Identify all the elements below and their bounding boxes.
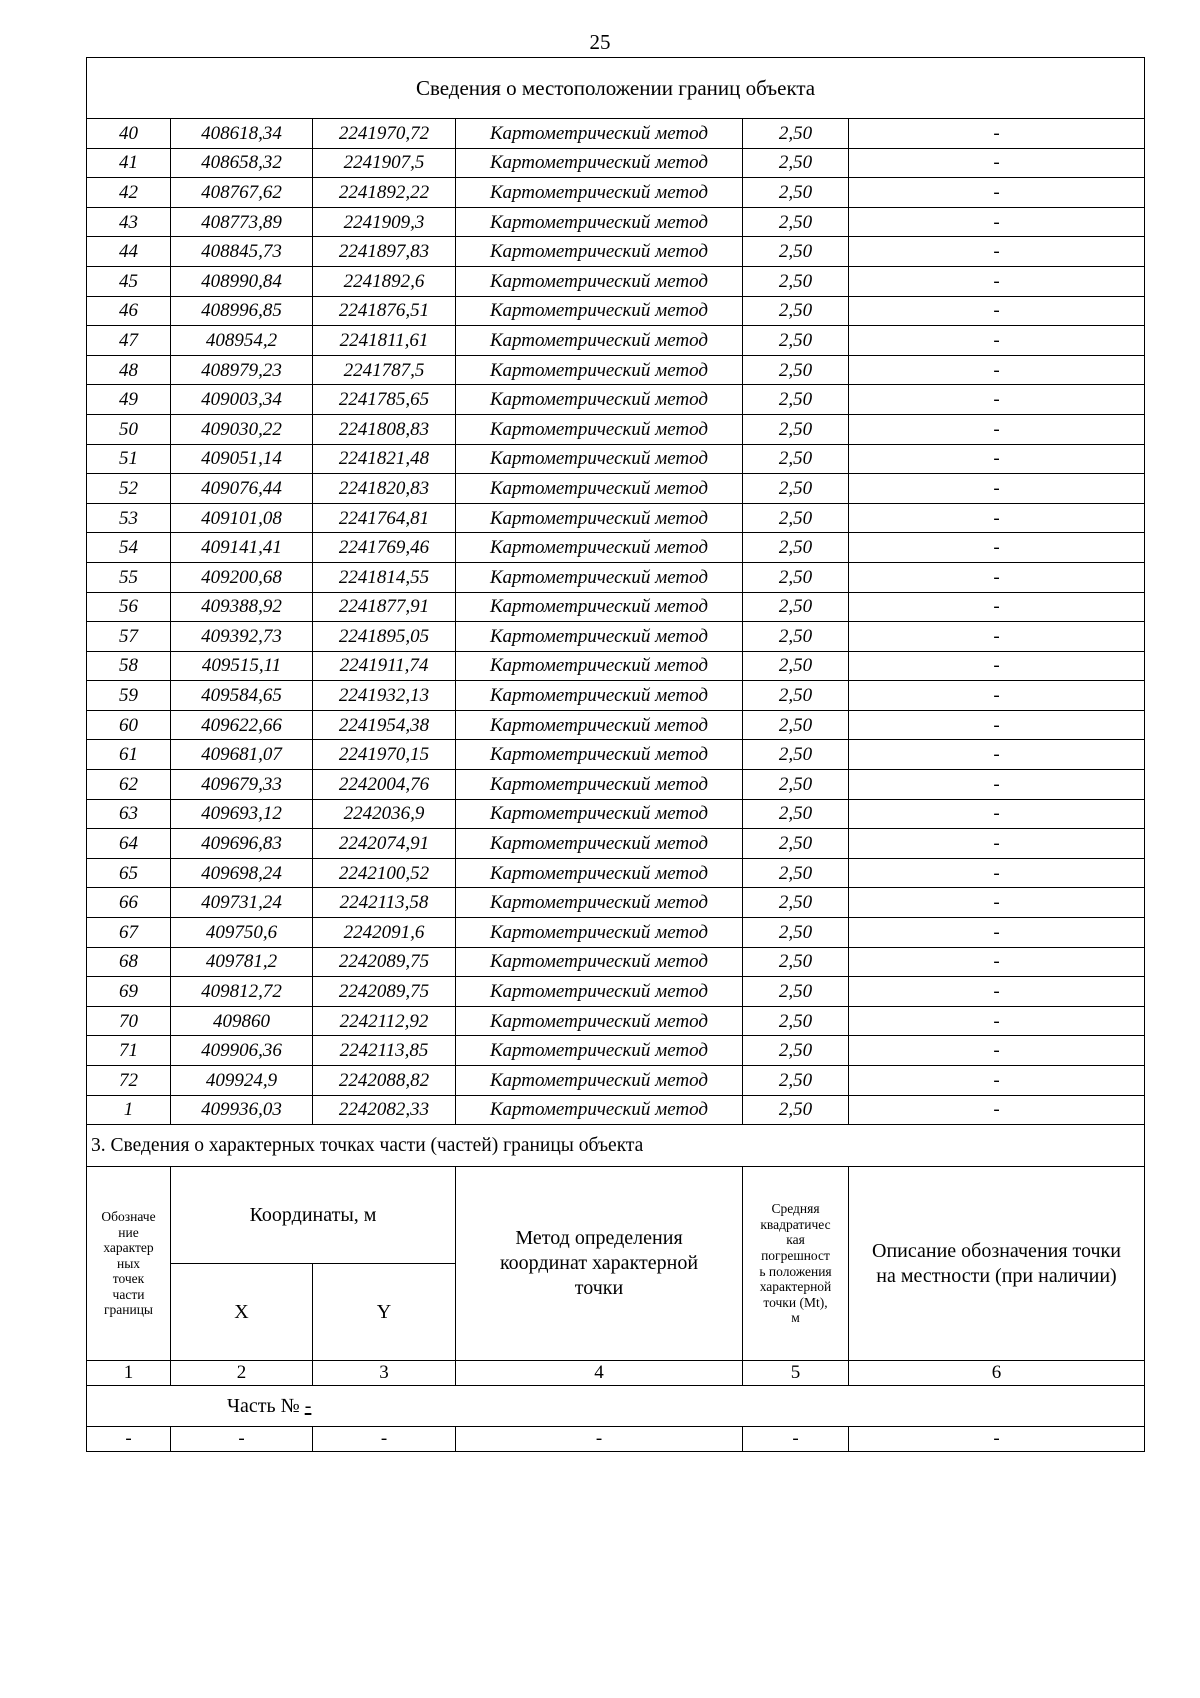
x-coordinate-cell: 409515,11 (171, 651, 313, 681)
table-row (87, 148, 1145, 178)
column-number: 6 (849, 1361, 1145, 1386)
table-row (87, 947, 1145, 977)
y-coordinate-cell: 2241897,83 (313, 237, 456, 267)
error-cell: 2,50 (743, 385, 849, 415)
point-number-cell: 57 (87, 622, 171, 652)
y-coordinate-cell: 2241764,81 (313, 503, 456, 533)
point-number-cell: 55 (87, 562, 171, 592)
method-cell: Картометрический метод (456, 562, 743, 592)
y-coordinate-cell: 2242091,6 (313, 918, 456, 948)
point-number-cell: 48 (87, 355, 171, 385)
error-cell: 2,50 (743, 770, 849, 800)
error-cell: 2,50 (743, 977, 849, 1007)
point-number-cell: 69 (87, 977, 171, 1007)
description-cell: - (849, 888, 1145, 918)
y-coordinate-cell: 2241932,13 (313, 681, 456, 711)
table-row (87, 858, 1145, 888)
description-cell: - (849, 622, 1145, 652)
x-coordinate-cell: 408979,23 (171, 355, 313, 385)
description-cell: - (849, 858, 1145, 888)
error-cell: 2,50 (743, 1095, 849, 1125)
error-cell: 2,50 (743, 799, 849, 829)
x-coordinate-cell: 409392,73 (171, 622, 313, 652)
point-number-cell: 64 (87, 829, 171, 859)
error-cell: 2,50 (743, 1066, 849, 1096)
table-row (87, 385, 1145, 415)
description-cell: - (849, 237, 1145, 267)
section-3-title: 3. Сведения о характерных точках части (частей) границы объекта (87, 1125, 1145, 1167)
table-row (87, 1095, 1145, 1125)
table-row (87, 355, 1145, 385)
error-cell: 2,50 (743, 207, 849, 237)
error-cell: 2,50 (743, 740, 849, 770)
table-row (87, 296, 1145, 326)
table-row (87, 207, 1145, 237)
point-number-cell: 45 (87, 266, 171, 296)
y-coordinate-cell: 2241787,5 (313, 355, 456, 385)
error-cell: 2,50 (743, 1006, 849, 1036)
method-cell: Картометрический метод (456, 651, 743, 681)
description-cell: - (849, 1036, 1145, 1066)
table-row (87, 829, 1145, 859)
y-coordinate-cell: 2242088,82 (313, 1066, 456, 1096)
x-coordinate-cell: 409051,14 (171, 444, 313, 474)
header-y: Y (313, 1264, 456, 1361)
error-cell: 2,50 (743, 503, 849, 533)
method-cell: Картометрический метод (456, 799, 743, 829)
y-coordinate-cell: 2242089,75 (313, 947, 456, 977)
y-coordinate-cell: 2242100,52 (313, 858, 456, 888)
table-row (87, 414, 1145, 444)
description-cell: - (849, 414, 1145, 444)
error-cell: 2,50 (743, 178, 849, 208)
empty-cell: - (849, 1427, 1145, 1452)
error-cell: 2,50 (743, 947, 849, 977)
method-cell: Картометрический метод (456, 1095, 743, 1125)
y-coordinate-cell: 2242082,33 (313, 1095, 456, 1125)
description-cell: - (849, 710, 1145, 740)
section-title: Сведения о местоположении границ объекта (87, 58, 1145, 119)
error-cell: 2,50 (743, 148, 849, 178)
empty-cell: - (171, 1427, 313, 1452)
x-coordinate-cell: 409076,44 (171, 474, 313, 504)
description-cell: - (849, 977, 1145, 1007)
point-number-cell: 50 (87, 414, 171, 444)
point-number-cell: 44 (87, 237, 171, 267)
method-cell: Картометрический метод (456, 829, 743, 859)
point-number-cell: 51 (87, 444, 171, 474)
point-number-cell: 46 (87, 296, 171, 326)
table-row (87, 326, 1145, 356)
table-row (87, 1066, 1145, 1096)
method-cell: Картометрический метод (456, 1006, 743, 1036)
method-cell: Картометрический метод (456, 503, 743, 533)
method-cell: Картометрический метод (456, 770, 743, 800)
description-cell: - (849, 266, 1145, 296)
point-number-cell: 42 (87, 178, 171, 208)
description-cell: - (849, 918, 1145, 948)
table-row (87, 266, 1145, 296)
error-cell: 2,50 (743, 119, 849, 149)
table-row (87, 977, 1145, 1007)
error-cell: 2,50 (743, 858, 849, 888)
table-row (87, 237, 1145, 267)
table-row (87, 710, 1145, 740)
method-cell: Картометрический метод (456, 355, 743, 385)
point-number-cell: 47 (87, 326, 171, 356)
x-coordinate-cell: 408618,34 (171, 119, 313, 149)
y-coordinate-cell: 2241877,91 (313, 592, 456, 622)
error-cell: 2,50 (743, 888, 849, 918)
method-cell: Картометрический метод (456, 1036, 743, 1066)
x-coordinate-cell: 409731,24 (171, 888, 313, 918)
description-cell: - (849, 592, 1145, 622)
column-number: 3 (313, 1361, 456, 1386)
method-cell: Картометрический метод (456, 888, 743, 918)
y-coordinate-cell: 2241911,74 (313, 651, 456, 681)
description-cell: - (849, 385, 1145, 415)
header-designation: Обозначе ние характер ных точек части границы (87, 1167, 171, 1361)
x-coordinate-cell: 409681,07 (171, 740, 313, 770)
description-cell: - (849, 681, 1145, 711)
x-coordinate-cell: 408767,62 (171, 178, 313, 208)
error-cell: 2,50 (743, 651, 849, 681)
x-coordinate-cell: 409141,41 (171, 533, 313, 563)
x-coordinate-cell: 409750,6 (171, 918, 313, 948)
point-number-cell: 70 (87, 1006, 171, 1036)
description-cell: - (849, 740, 1145, 770)
y-coordinate-cell: 2242004,76 (313, 770, 456, 800)
description-cell: - (849, 562, 1145, 592)
y-coordinate-cell: 2241811,61 (313, 326, 456, 356)
point-number-cell: 67 (87, 918, 171, 948)
table-row (87, 651, 1145, 681)
boundary-location-table (86, 57, 1145, 1125)
x-coordinate-cell: 409936,03 (171, 1095, 313, 1125)
table-row (87, 799, 1145, 829)
description-cell: - (849, 119, 1145, 149)
y-coordinate-cell: 2241785,65 (313, 385, 456, 415)
y-coordinate-cell: 2241907,5 (313, 148, 456, 178)
method-cell: Картометрический метод (456, 207, 743, 237)
y-coordinate-cell: 2241970,72 (313, 119, 456, 149)
method-cell: Картометрический метод (456, 592, 743, 622)
x-coordinate-cell: 408996,85 (171, 296, 313, 326)
x-coordinate-cell: 409696,83 (171, 829, 313, 859)
x-coordinate-cell: 409388,92 (171, 592, 313, 622)
error-cell: 2,50 (743, 592, 849, 622)
y-coordinate-cell: 2242036,9 (313, 799, 456, 829)
point-number-cell: 49 (87, 385, 171, 415)
y-coordinate-cell: 2241909,3 (313, 207, 456, 237)
y-coordinate-cell: 2241821,48 (313, 444, 456, 474)
point-number-cell: 66 (87, 888, 171, 918)
x-coordinate-cell: 409812,72 (171, 977, 313, 1007)
method-cell: Картометрический метод (456, 622, 743, 652)
error-cell: 2,50 (743, 829, 849, 859)
y-coordinate-cell: 2242113,58 (313, 888, 456, 918)
error-cell: 2,50 (743, 533, 849, 563)
x-coordinate-cell: 409622,66 (171, 710, 313, 740)
method-cell: Картометрический метод (456, 947, 743, 977)
method-cell: Картометрический метод (456, 119, 743, 149)
point-number-cell: 63 (87, 799, 171, 829)
x-coordinate-cell: 409101,08 (171, 503, 313, 533)
method-cell: Картометрический метод (456, 385, 743, 415)
method-cell: Картометрический метод (456, 858, 743, 888)
description-cell: - (849, 148, 1145, 178)
description-cell: - (849, 296, 1145, 326)
x-coordinate-cell: 408990,84 (171, 266, 313, 296)
point-number-cell: 68 (87, 947, 171, 977)
description-cell: - (849, 533, 1145, 563)
description-cell: - (849, 770, 1145, 800)
description-cell: - (849, 1095, 1145, 1125)
y-coordinate-cell: 2242074,91 (313, 829, 456, 859)
description-cell: - (849, 947, 1145, 977)
description-cell: - (849, 326, 1145, 356)
empty-cell: - (743, 1427, 849, 1452)
method-cell: Картометрический метод (456, 148, 743, 178)
x-coordinate-cell: 409693,12 (171, 799, 313, 829)
table-row (87, 119, 1145, 149)
description-cell: - (849, 503, 1145, 533)
method-cell: Картометрический метод (456, 178, 743, 208)
page-number: 25 (589, 30, 611, 54)
method-cell: Картометрический метод (456, 681, 743, 711)
point-number-cell: 59 (87, 681, 171, 711)
table-row (87, 533, 1145, 563)
y-coordinate-cell: 2241895,05 (313, 622, 456, 652)
description-cell: - (849, 651, 1145, 681)
error-cell: 2,50 (743, 326, 849, 356)
table-row (87, 918, 1145, 948)
method-cell: Картометрический метод (456, 266, 743, 296)
point-number-cell: 54 (87, 533, 171, 563)
y-coordinate-cell: 2242089,75 (313, 977, 456, 1007)
x-coordinate-cell: 408954,2 (171, 326, 313, 356)
description-cell: - (849, 474, 1145, 504)
point-number-cell: 53 (87, 503, 171, 533)
table-row (87, 503, 1145, 533)
error-cell: 2,50 (743, 1036, 849, 1066)
error-cell: 2,50 (743, 444, 849, 474)
y-coordinate-cell: 2241876,51 (313, 296, 456, 326)
header-description: Описание обозначения точки на местности (при наличии) (849, 1167, 1145, 1361)
method-cell: Картометрический метод (456, 977, 743, 1007)
method-cell: Картометрический метод (456, 296, 743, 326)
column-number: 2 (171, 1361, 313, 1386)
description-cell: - (849, 829, 1145, 859)
description-cell: - (849, 799, 1145, 829)
method-cell: Картометрический метод (456, 474, 743, 504)
y-coordinate-cell: 2241892,22 (313, 178, 456, 208)
description-cell: - (849, 1066, 1145, 1096)
error-cell: 2,50 (743, 296, 849, 326)
part-label: Часть № (227, 1394, 300, 1417)
y-coordinate-cell: 2241808,83 (313, 414, 456, 444)
y-coordinate-cell: 2242112,92 (313, 1006, 456, 1036)
x-coordinate-cell: 408773,89 (171, 207, 313, 237)
column-number: 4 (456, 1361, 743, 1386)
error-cell: 2,50 (743, 355, 849, 385)
part-label-cell (87, 1386, 1145, 1427)
error-cell: 2,50 (743, 622, 849, 652)
table-row (87, 592, 1145, 622)
error-cell: 2,50 (743, 918, 849, 948)
empty-cell: - (456, 1427, 743, 1452)
column-number: 1 (87, 1361, 171, 1386)
column-number: 5 (743, 1361, 849, 1386)
x-coordinate-cell: 409200,68 (171, 562, 313, 592)
error-cell: 2,50 (743, 474, 849, 504)
point-number-cell: 65 (87, 858, 171, 888)
header-method: Метод определения координат характерной точки (456, 1167, 743, 1361)
y-coordinate-cell: 2241970,15 (313, 740, 456, 770)
y-coordinate-cell: 2241954,38 (313, 710, 456, 740)
description-cell: - (849, 1006, 1145, 1036)
method-cell: Картометрический метод (456, 918, 743, 948)
table-row (87, 562, 1145, 592)
error-cell: 2,50 (743, 562, 849, 592)
description-cell: - (849, 207, 1145, 237)
y-coordinate-cell: 2241820,83 (313, 474, 456, 504)
table-row (87, 770, 1145, 800)
part-number: - (304, 1394, 312, 1417)
point-number-cell: 71 (87, 1036, 171, 1066)
description-cell: - (849, 178, 1145, 208)
description-cell: - (849, 444, 1145, 474)
error-cell: 2,50 (743, 681, 849, 711)
point-number-cell: 40 (87, 119, 171, 149)
point-number-cell: 56 (87, 592, 171, 622)
x-coordinate-cell: 409781,2 (171, 947, 313, 977)
point-number-cell: 43 (87, 207, 171, 237)
header-coordinates: Координаты, м (171, 1167, 456, 1264)
y-coordinate-cell: 2241769,46 (313, 533, 456, 563)
table-row (87, 740, 1145, 770)
method-cell: Картометрический метод (456, 444, 743, 474)
method-cell: Картометрический метод (456, 1066, 743, 1096)
error-cell: 2,50 (743, 414, 849, 444)
x-coordinate-cell: 409679,33 (171, 770, 313, 800)
point-number-cell: 72 (87, 1066, 171, 1096)
table-row (87, 1036, 1145, 1066)
x-coordinate-cell: 409003,34 (171, 385, 313, 415)
table-row (87, 622, 1145, 652)
method-cell: Картометрический метод (456, 533, 743, 563)
method-cell: Картометрический метод (456, 414, 743, 444)
table-row (87, 474, 1145, 504)
empty-cell: - (313, 1427, 456, 1452)
x-coordinate-cell: 409906,36 (171, 1036, 313, 1066)
point-number-cell: 61 (87, 740, 171, 770)
point-number-cell: 1 (87, 1095, 171, 1125)
table-row (87, 178, 1145, 208)
method-cell: Картометрический метод (456, 710, 743, 740)
point-number-cell: 62 (87, 770, 171, 800)
table-row (87, 888, 1145, 918)
x-coordinate-cell: 408658,32 (171, 148, 313, 178)
method-cell: Картометрический метод (456, 326, 743, 356)
x-coordinate-cell: 409924,9 (171, 1066, 313, 1096)
table-row (87, 681, 1145, 711)
header-x: X (171, 1264, 313, 1361)
part-points-table (86, 1124, 1145, 1452)
table-row (87, 444, 1145, 474)
point-number-cell: 41 (87, 148, 171, 178)
description-cell: - (849, 355, 1145, 385)
y-coordinate-cell: 2241814,55 (313, 562, 456, 592)
x-coordinate-cell: 408845,73 (171, 237, 313, 267)
y-coordinate-cell: 2242113,85 (313, 1036, 456, 1066)
error-cell: 2,50 (743, 710, 849, 740)
table-row (87, 1006, 1145, 1036)
empty-cell: - (87, 1427, 171, 1452)
point-number-cell: 52 (87, 474, 171, 504)
header-error: Средняя квадратичес кая погрешност ь положения характерной точки (Mt), м (743, 1167, 849, 1361)
point-number-cell: 60 (87, 710, 171, 740)
x-coordinate-cell: 409860 (171, 1006, 313, 1036)
y-coordinate-cell: 2241892,6 (313, 266, 456, 296)
error-cell: 2,50 (743, 266, 849, 296)
point-number-cell: 58 (87, 651, 171, 681)
error-cell: 2,50 (743, 237, 849, 267)
method-cell: Картометрический метод (456, 740, 743, 770)
method-cell: Картометрический метод (456, 237, 743, 267)
x-coordinate-cell: 409030,22 (171, 414, 313, 444)
x-coordinate-cell: 409698,24 (171, 858, 313, 888)
x-coordinate-cell: 409584,65 (171, 681, 313, 711)
